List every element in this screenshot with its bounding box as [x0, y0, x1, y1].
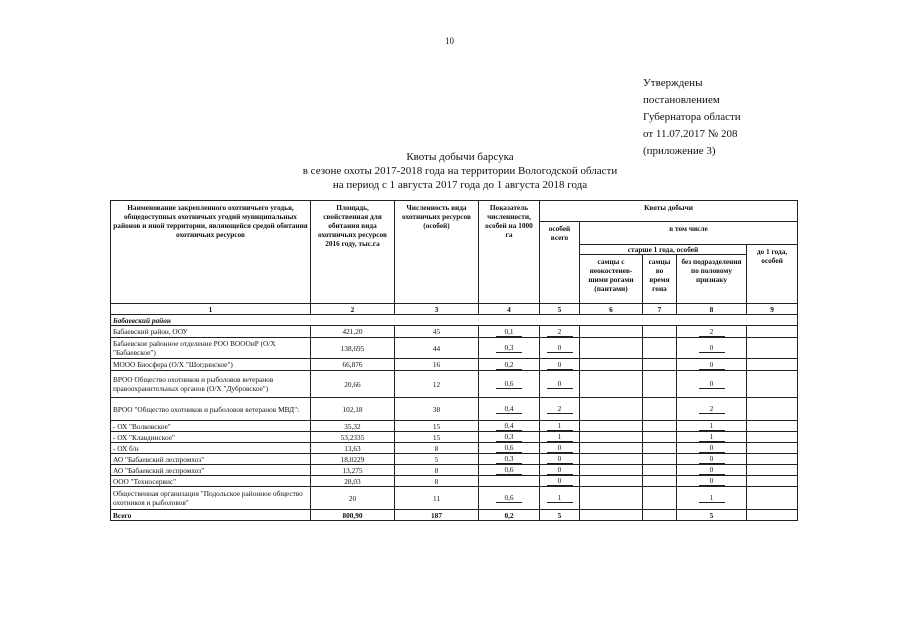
cell-area: 20: [311, 487, 395, 510]
cell-density-value: 0,2: [496, 360, 522, 370]
cell-no-sex: [677, 359, 747, 371]
title-line: в сезоне охоты 2017-2018 года на территории Вологодской области: [302, 165, 618, 177]
table-row: [111, 359, 798, 371]
cell-no-sex: [677, 487, 747, 510]
cell-no-sex: [677, 326, 747, 338]
cell-males-time: [643, 476, 677, 487]
column-number: 1: [111, 304, 311, 315]
cell-density-value: 0,6: [496, 379, 522, 389]
cell-no-sex: [677, 443, 747, 454]
cell-count: 15: [395, 432, 479, 443]
cell-count: 45: [395, 326, 479, 338]
cell-under-1: [747, 487, 798, 510]
cell-males-time: [643, 443, 677, 454]
cell-total: [540, 476, 580, 487]
cell-total-value: 1: [547, 432, 573, 442]
cell-density: [479, 487, 540, 510]
cell-males-antlers: [580, 476, 643, 487]
cell-density-value: 0,6: [496, 493, 522, 503]
cell-under-1: [747, 398, 798, 421]
header-population: Численность вида охотничьих ресурсов (особей): [395, 201, 479, 304]
cell-count: 38: [395, 398, 479, 421]
approval-block: [643, 75, 741, 160]
cell-no-sex-value: 0: [699, 343, 725, 353]
header-density: Показатель численности, особей на 1000 га: [479, 201, 540, 304]
cell-area: 18,0229: [311, 454, 395, 465]
cell-males-antlers: [580, 487, 643, 510]
cell-name: МООО Биосфера (О/Х "Шогдинское"): [111, 359, 311, 371]
cell-area: 28,03: [311, 476, 395, 487]
cell-count: 16: [395, 359, 479, 371]
cell-no-sex-value: 0: [699, 379, 725, 389]
total-c8: 5: [677, 510, 747, 521]
cell-no-sex-value: 2: [699, 404, 725, 414]
header-quotas: Квоты добычи: [540, 201, 798, 222]
cell-no-sex: [677, 398, 747, 421]
header-males-antlers: самцы с неокостенев-шими рогами (пантами): [580, 255, 643, 304]
cell-count: 5: [395, 454, 479, 465]
cell-total: [540, 359, 580, 371]
cell-name: - ОХ "Клавдинское": [111, 432, 311, 443]
table-row: [111, 443, 798, 454]
cell-no-sex-value: 1: [699, 493, 725, 503]
column-number: 5: [540, 304, 580, 315]
cell-under-1: [747, 421, 798, 432]
column-number: 9: [747, 304, 798, 315]
cell-density: [479, 432, 540, 443]
cell-count: 44: [395, 338, 479, 359]
cell-under-1: [747, 443, 798, 454]
cell-area: 13,63: [311, 443, 395, 454]
title-line: Квоты добычи барсука: [406, 151, 514, 163]
table-row: [111, 432, 798, 443]
document-title: [250, 150, 670, 192]
cell-total-value: 0: [547, 360, 573, 370]
cell-density: [479, 465, 540, 476]
approval-line: от 11.07.2017 № 208: [643, 128, 738, 140]
cell-total-value: 2: [547, 327, 573, 337]
cell-total-value: 0: [547, 454, 573, 464]
column-number: 7: [643, 304, 677, 315]
table-row: [111, 465, 798, 476]
cell-total: [540, 443, 580, 454]
column-number: 2: [311, 304, 395, 315]
cell-no-sex: [677, 465, 747, 476]
cell-total: [540, 326, 580, 338]
cell-density-value: 0,6: [496, 465, 522, 475]
cell-under-1: [747, 476, 798, 487]
cell-count: 15: [395, 421, 479, 432]
cell-density-value: 0,3: [496, 432, 522, 442]
cell-males-antlers: [580, 338, 643, 359]
cell-name: АО "Бабаевский леспромхоз": [111, 465, 311, 476]
total-label: Всего: [111, 510, 311, 521]
cell-count: 8: [395, 476, 479, 487]
cell-males-time: [643, 487, 677, 510]
cell-males-time: [643, 338, 677, 359]
cell-name: ВРОО Общество охотников и рыболовов ветеранов правоохранительных органов (О/Х "Дубровское"): [111, 371, 311, 398]
column-number: 4: [479, 304, 540, 315]
cell-area: 421,20: [311, 326, 395, 338]
total-area: 800,90: [311, 510, 395, 521]
cell-no-sex-value: 2: [699, 327, 725, 337]
approval-line: постановлением: [643, 94, 720, 106]
cell-total: [540, 371, 580, 398]
cell-name: Бабаевский район, ООУ: [111, 326, 311, 338]
cell-area: 53,2335: [311, 432, 395, 443]
cell-density: [479, 443, 540, 454]
cell-total: [540, 487, 580, 510]
cell-males-time: [643, 398, 677, 421]
cell-total-value: 2: [547, 404, 573, 414]
total-row: [111, 510, 798, 521]
cell-no-sex-value: 0: [699, 443, 725, 453]
total-quota: 5: [540, 510, 580, 521]
cell-total-value: 1: [547, 421, 573, 431]
cell-density-value: 0,4: [496, 421, 522, 431]
cell-total: [540, 421, 580, 432]
cell-total-value: 0: [547, 379, 573, 389]
cell-males-antlers: [580, 421, 643, 432]
cell-density-value: 0,3: [496, 343, 522, 353]
cell-under-1: [747, 338, 798, 359]
cell-under-1: [747, 465, 798, 476]
cell-males-antlers: [580, 398, 643, 421]
cell-no-sex-value: 0: [699, 360, 725, 370]
cell-no-sex: [677, 476, 747, 487]
table-row: [111, 454, 798, 465]
cell-males-antlers: [580, 359, 643, 371]
cell-males-time: [643, 454, 677, 465]
section-title: Бабаевский район: [111, 315, 798, 326]
table-row: [111, 326, 798, 338]
cell-name: ООО "Техносервис": [111, 476, 311, 487]
header-males-time: самцы во время гона: [643, 255, 677, 304]
cell-under-1: [747, 326, 798, 338]
approval-line: Утверждены: [643, 77, 703, 89]
cell-area: 66,876: [311, 359, 395, 371]
table-row: [111, 476, 798, 487]
cell-males-time: [643, 465, 677, 476]
table-row: [111, 371, 798, 398]
cell-males-antlers: [580, 465, 643, 476]
column-numbers-row: [111, 304, 798, 315]
header-area-name: Наименование закрепленного охотничьего угодья, общедоступных охотничьих угодий муниципальных районов и иной территории, являющейся средой обитания охотничьих ресурсов: [111, 201, 311, 304]
page-number: 10: [445, 36, 454, 46]
cell-no-sex-value: 0: [699, 454, 725, 464]
cell-males-time: [643, 326, 677, 338]
cell-area: 13,275: [311, 465, 395, 476]
header-older: старше 1 года, особей: [580, 245, 747, 255]
cell-density: [479, 326, 540, 338]
cell-density: [479, 398, 540, 421]
cell-under-1: [747, 432, 798, 443]
cell-count: 8: [395, 465, 479, 476]
cell-area: 20,66: [311, 371, 395, 398]
table-row: [111, 398, 798, 421]
cell-under-1: [747, 359, 798, 371]
table-body: [111, 326, 798, 510]
cell-density: [479, 338, 540, 359]
cell-no-sex-value: 1: [699, 432, 725, 442]
cell-density-value: 0,4: [496, 404, 522, 414]
cell-density: [479, 421, 540, 432]
cell-total: [540, 465, 580, 476]
cell-density: [479, 371, 540, 398]
cell-no-sex: [677, 371, 747, 398]
cell-no-sex: [677, 421, 747, 432]
cell-total-value: 0: [547, 443, 573, 453]
cell-density-value: 0,1: [496, 327, 522, 337]
cell-density: [479, 359, 540, 371]
cell-no-sex-value: 1: [699, 421, 725, 431]
total-c6: [580, 510, 643, 521]
cell-density-value: 0,3: [496, 454, 522, 464]
cell-density-value: 0,6: [496, 443, 522, 453]
total-density: 0,2: [479, 510, 540, 521]
cell-density: [479, 454, 540, 465]
cell-density: [479, 476, 540, 487]
total-count: 187: [395, 510, 479, 521]
cell-area: 138,695: [311, 338, 395, 359]
cell-males-time: [643, 421, 677, 432]
header-under: до 1 года, особей: [747, 245, 798, 304]
column-number: 8: [677, 304, 747, 315]
cell-no-sex-value: 0: [699, 465, 725, 475]
table-row: [111, 338, 798, 359]
cell-name: - ОХ "Волковское": [111, 421, 311, 432]
cell-name: Бабаевское районное отделение РОО ВОООиР (О/Х "Бабаевское"): [111, 338, 311, 359]
cell-males-antlers: [580, 454, 643, 465]
table-row: [111, 421, 798, 432]
cell-total: [540, 432, 580, 443]
header-total-individuals: особей всего: [540, 222, 580, 304]
table-row: [111, 487, 798, 510]
cell-males-time: [643, 371, 677, 398]
cell-area: 102,18: [311, 398, 395, 421]
cell-total: [540, 454, 580, 465]
cell-total: [540, 338, 580, 359]
cell-males-antlers: [580, 443, 643, 454]
cell-name: - ОХ б/н: [111, 443, 311, 454]
cell-males-antlers: [580, 432, 643, 443]
approval-line: (приложение 3): [643, 145, 716, 157]
cell-count: 12: [395, 371, 479, 398]
cell-under-1: [747, 371, 798, 398]
title-line: на период с 1 августа 2017 года до 1 августа 2018 года: [332, 179, 588, 191]
cell-count: 11: [395, 487, 479, 510]
cell-name: ВРОО "Общество охотников и рыболовов ветеранов МВД":: [111, 398, 311, 421]
approval-line: Губернатора области: [643, 111, 741, 123]
cell-name: Общественная организация "Подольское районное общество охотников и рыболовов": [111, 487, 311, 510]
cell-name: АО "Бабаевский леспромхоз": [111, 454, 311, 465]
cell-males-antlers: [580, 326, 643, 338]
cell-total-value: 0: [547, 476, 573, 486]
cell-males-antlers: [580, 371, 643, 398]
total-c9: [747, 510, 798, 521]
cell-no-sex-value: 0: [699, 476, 725, 486]
cell-area: 35,32: [311, 421, 395, 432]
cell-total-value: 0: [547, 343, 573, 353]
cell-no-sex: [677, 454, 747, 465]
column-number: 3: [395, 304, 479, 315]
cell-total-value: 1: [547, 493, 573, 503]
cell-under-1: [747, 454, 798, 465]
cell-no-sex: [677, 338, 747, 359]
header-area-size: Площадь, свойственная для обитания вида охотничьих ресурсов 2016 году, тыс.га: [311, 201, 395, 304]
cell-no-sex: [677, 432, 747, 443]
cell-males-time: [643, 359, 677, 371]
header-no-sex: без подразделения по половому признаку: [677, 255, 747, 304]
header-including: в том числе: [580, 222, 798, 245]
cell-total: [540, 398, 580, 421]
total-c7: [643, 510, 677, 521]
cell-count: 8: [395, 443, 479, 454]
column-number: 6: [580, 304, 643, 315]
cell-total-value: 0: [547, 465, 573, 475]
cell-males-time: [643, 432, 677, 443]
quota-table: [110, 200, 798, 521]
